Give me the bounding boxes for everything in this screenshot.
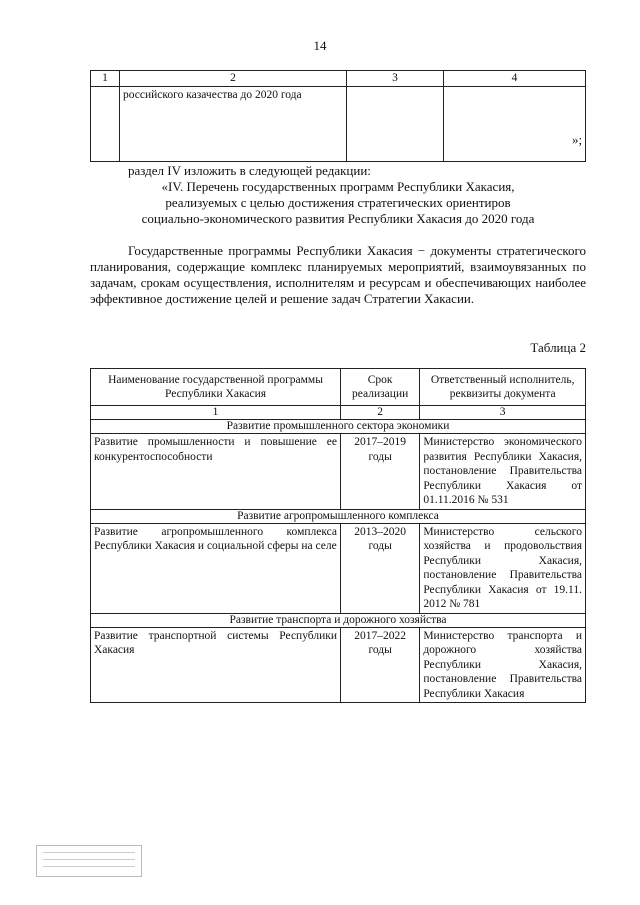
table-row <box>91 86 586 161</box>
programs-table <box>90 368 586 703</box>
continued-table <box>90 70 586 162</box>
column-number: 2 <box>120 71 347 87</box>
section-title-line: реализуемых с целью достижения стратегических ориентиров <box>165 195 511 210</box>
header-period: Срок реализации <box>341 369 420 406</box>
section-row <box>91 509 586 523</box>
section-row <box>91 613 586 627</box>
table-row <box>91 523 586 613</box>
table-header-row <box>91 369 586 406</box>
section-row <box>91 420 586 434</box>
table-index-row <box>91 406 586 420</box>
program-executor: Министерство транспорта и дорожного хозяйства Республики Хакасия, постановление Правительства Республики Хакасия <box>420 627 586 703</box>
section-instruction: раздел IV изложить в следующей редакции: <box>128 163 371 178</box>
program-name: Развитие промышленности и повышение ее конкурентоспособности <box>91 434 341 510</box>
column-number: 3 <box>420 406 586 420</box>
table-cell <box>444 86 586 161</box>
program-name: Развитие транспортной системы Республики Хакасия <box>91 627 341 703</box>
table-header-row <box>91 71 586 87</box>
table-row <box>91 434 586 510</box>
section-title-line: «IV. Перечень государственных программ Республики Хакасия, <box>161 179 515 194</box>
column-number: 1 <box>91 71 120 87</box>
program-period: 2013–2020 годы <box>341 523 420 613</box>
registration-stamp <box>36 845 142 877</box>
page-number: 14 <box>313 38 327 53</box>
column-number: 4 <box>444 71 586 87</box>
table-cell <box>347 86 444 161</box>
program-period: 2017–2019 годы <box>341 434 420 510</box>
section-title-line: социально-экономического развития Республики Хакасия до 2020 года <box>141 211 535 226</box>
program-name: Развитие агропромышленного комплекса Республики Хакасия и социальной сферы на селе <box>91 523 341 613</box>
header-executor: Ответственный исполнитель, реквизиты документа <box>420 369 586 406</box>
column-number: 3 <box>347 71 444 87</box>
program-executor: Министерство экономического развития Республики Хакасия, постановление Правительства Республики Хакасия от 01.11.2016 № 531 <box>420 434 586 510</box>
section-title <box>90 179 586 227</box>
column-number: 2 <box>341 406 420 420</box>
table-caption: Таблица 2 <box>530 340 586 355</box>
section-heading: Развитие агропромышленного комплекса <box>91 509 586 523</box>
table-cell: российского казачества до 2020 года <box>120 86 347 161</box>
column-number: 1 <box>91 406 341 420</box>
body-paragraph: Государственные программы Республики Хакасия − документы стратегического планирования, содержащие комплекс планируемых мероприятий, взаимоувязанных по задачам, срокам осуществления, исполнителям и ресурсам и обеспечивающих наиболее эффективное достижение целей и решение задач Стратегии Хакасии. <box>90 243 586 306</box>
program-executor: Министерство сельского хозяйства и продовольствия Республики Хакасия, постановление Правительства Республики Хакасия от 19.11. 2012 № 781 <box>420 523 586 613</box>
table-cell <box>91 86 120 161</box>
closing-quote: »; <box>572 132 583 147</box>
section-heading: Развитие транспорта и дорожного хозяйства <box>91 613 586 627</box>
header-program: Наименование государственной программы Республики Хакасия <box>91 369 341 406</box>
program-period: 2017–2022 годы <box>341 627 420 703</box>
section-heading: Развитие промышленного сектора экономики <box>91 420 586 434</box>
table-row <box>91 627 586 703</box>
